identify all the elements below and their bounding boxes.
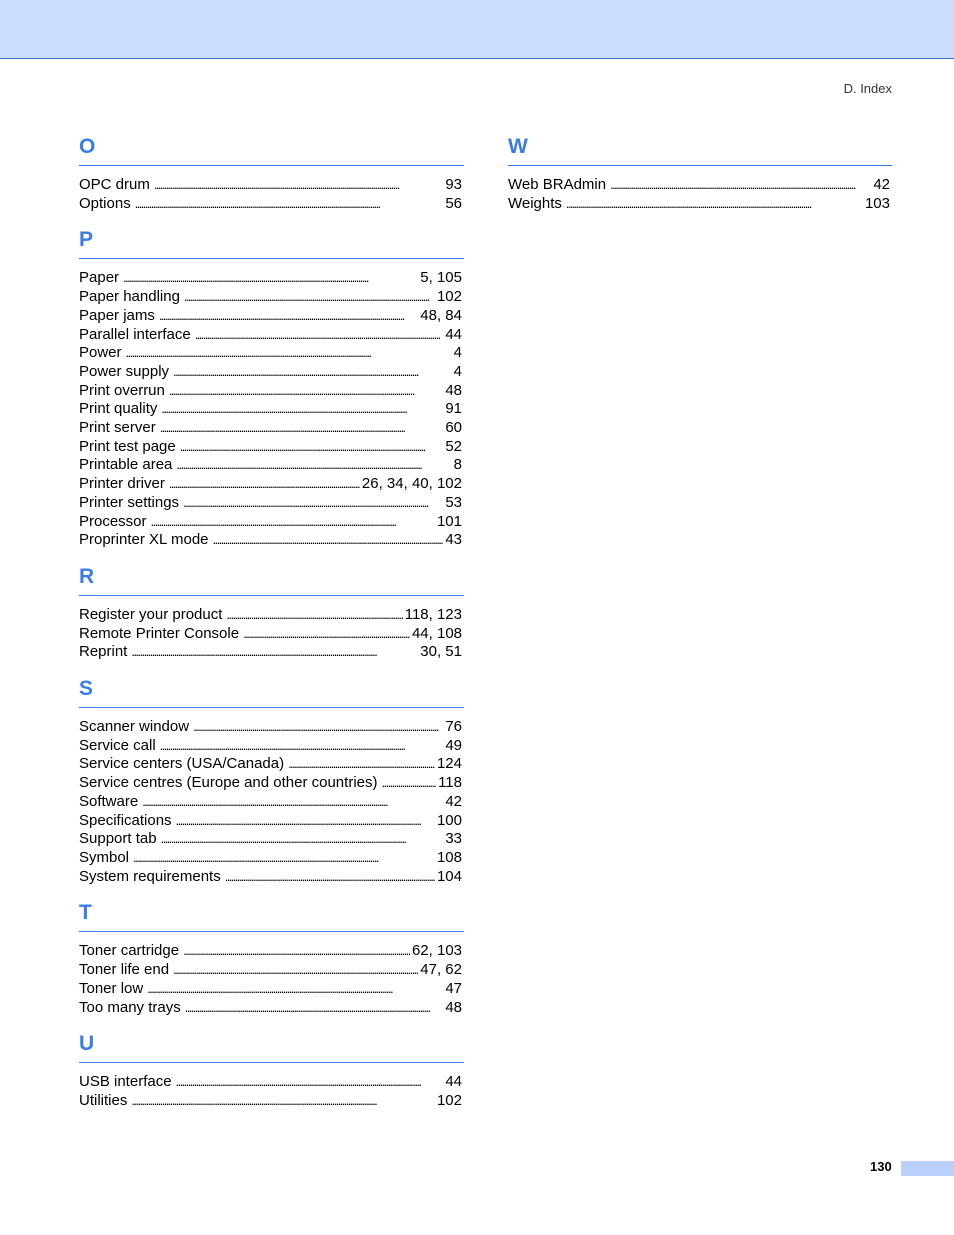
dot-leader [160,419,444,438]
index-term: Power supply [79,362,170,380]
page-reference: 42 [873,176,890,193]
index-term: Specifications [79,811,172,829]
section-letter: R [79,564,95,588]
index-term: System requirements [79,867,221,885]
page-reference: 26, 34, 40, 102 [361,475,462,493]
dot-leader [131,643,418,662]
index-term: Printer settings [79,493,180,511]
dot-leader [185,999,444,1018]
index-entry [79,868,464,887]
index-entry [79,812,464,831]
dot-leader [126,344,452,363]
index-column-left [79,134,464,1125]
index-entry [79,344,464,363]
page-reference: 104 [436,867,462,885]
dot-leader [169,382,443,401]
dot-leader [225,868,435,887]
index-entry [79,475,464,494]
index-term: Support tab [79,830,157,848]
page-reference: 108 [436,848,462,866]
section-letter: U [79,1032,95,1056]
page-reference: 4 [453,344,462,362]
dot-leader [176,1073,444,1092]
index-term: Toner low [79,979,144,997]
section-letter: O [79,135,96,158]
index-section [79,564,464,662]
page-reference: 44 [445,1073,462,1091]
page-reference: 124 [436,755,462,773]
index-entry [79,456,464,475]
index-term: Register your product [79,605,223,623]
page-reference: 43 [445,531,462,549]
page-reference: 33 [445,830,462,848]
dot-leader [610,176,871,195]
page-reference: 118, 123 [404,605,462,623]
section-rule [79,165,464,166]
index-entry [79,774,464,793]
section-rule [508,165,892,166]
section-letter: T [79,901,92,925]
index-entry [508,176,892,195]
dot-leader [184,288,435,307]
index-term: Service call [79,736,156,754]
page-reference: 44 [445,325,462,343]
index-entry [79,980,464,999]
index-term: Power [79,344,122,362]
dot-leader [173,363,452,382]
index-term: Service centers (USA/Canada) [79,755,285,773]
page-reference: 56 [445,194,462,212]
index-term: Print quality [79,400,158,418]
dot-leader [226,606,402,625]
index-entry [79,269,464,288]
page-reference: 4 [453,362,462,380]
section-rule [79,258,464,259]
section-rule [79,707,464,708]
index-entry [79,942,464,961]
index-term: Too many trays [79,998,181,1016]
dot-leader [243,625,410,644]
index-term: USB interface [79,1073,172,1091]
index-entry [79,382,464,401]
index-term: Paper jams [79,306,155,324]
dot-leader [566,195,863,214]
index-term: Remote Printer Console [79,624,240,642]
index-section [79,134,464,213]
index-term: Reprint [79,643,128,661]
page-number: 130 [870,1159,892,1174]
index-entry [79,176,464,195]
dot-leader [154,176,443,195]
index-entry [79,999,464,1018]
index-section [79,1031,464,1110]
index-term: Processor [79,512,147,530]
dot-leader [161,830,444,849]
index-term: Print server [79,419,156,437]
index-term: OPC drum [79,176,150,193]
dot-leader [183,494,443,513]
index-term: Print test page [79,437,176,455]
index-term: Toner cartridge [79,942,180,960]
index-term: Service centres (Europe and other countries) [79,774,378,792]
page-reference: 103 [864,194,890,212]
page-reference: 44, 108 [411,624,462,642]
index-entry [79,718,464,737]
dot-leader [195,326,444,345]
page-reference: 47 [445,979,462,997]
page-reference: 93 [445,176,462,193]
page-reference: 30, 51 [420,643,462,661]
page-reference: 60 [445,419,462,437]
index-term: Web BRAdmin [508,176,607,193]
index-entry [79,755,464,774]
dot-leader [131,1092,435,1111]
dot-leader [176,812,435,831]
page-reference: 8 [453,456,462,474]
index-term: Symbol [79,848,130,866]
index-entry [79,288,464,307]
page-reference: 76 [445,718,462,736]
index-term: Scanner window [79,718,190,736]
index-entry [79,961,464,980]
dot-leader [133,849,435,868]
dot-leader [176,456,451,475]
index-entry [79,1092,464,1111]
index-entry [79,1073,464,1092]
dot-leader [169,475,360,494]
index-entry [79,737,464,756]
index-term: Toner life end [79,961,170,979]
section-letter: S [79,677,94,701]
header-band [0,0,954,59]
page-reference: 52 [445,437,462,455]
dot-leader [123,269,418,288]
page-reference: 118 [438,774,462,792]
index-entry [79,400,464,419]
dot-leader [193,718,443,737]
index-section [79,227,464,550]
index-entry [79,307,464,326]
index-term: Parallel interface [79,325,191,343]
section-rule [79,1062,464,1063]
dot-leader [142,793,443,812]
page-reference: 62, 103 [411,942,462,960]
dot-leader [213,531,444,550]
section-letter: P [79,228,94,252]
index-entry [79,793,464,812]
index-entry [79,625,464,644]
page-reference: 48 [445,998,462,1016]
index-entry [79,438,464,457]
index-term: Proprinter XL mode [79,531,209,549]
dot-leader [161,400,443,419]
index-entry [79,643,464,662]
index-term: Software [79,792,139,810]
index-term: Options [79,194,131,212]
index-entry [79,830,464,849]
page-reference: 102 [436,288,462,306]
dot-leader [159,307,418,326]
index-section [79,676,464,886]
page-reference: 91 [445,400,462,418]
index-entry [79,494,464,513]
chapter-title: D. Index [843,81,892,96]
dot-leader [151,513,435,532]
index-term: Printer driver [79,475,165,493]
index-entry [79,849,464,868]
dot-leader [183,942,410,961]
index-term: Weights [508,194,562,212]
index-column-right [508,134,892,227]
page-reference: 42 [445,792,462,810]
index-entry [508,195,892,214]
footer-bar [901,1161,954,1176]
dot-leader [160,737,444,756]
index-term: Paper [79,269,120,287]
index-entry [79,531,464,550]
page-reference: 49 [445,736,462,754]
dot-leader [173,961,418,980]
index-entry [79,513,464,532]
dot-leader [147,980,443,999]
dot-leader [288,755,435,774]
page-reference: 48, 84 [420,306,462,324]
index-section [79,900,464,1017]
page-reference: 48 [445,381,462,399]
section-letter: W [508,135,528,158]
dot-leader [180,438,444,457]
section-rule [79,595,464,596]
index-term: Printable area [79,456,173,474]
index-entry [79,606,464,625]
index-term: Paper handling [79,288,180,306]
dot-leader [135,195,444,214]
index-term: Print overrun [79,381,165,399]
page-reference: 53 [445,493,462,511]
page-reference: 102 [436,1091,462,1109]
index-entry [79,363,464,382]
index-section [508,134,892,213]
page-reference: 47, 62 [420,961,462,979]
dot-leader [381,774,436,793]
index-entry [79,326,464,345]
page-reference: 5, 105 [420,269,462,287]
index-entry [79,195,464,214]
index-entry [79,419,464,438]
index-term: Utilities [79,1091,128,1109]
section-rule [79,931,464,932]
page-reference: 101 [436,512,462,530]
page-reference: 100 [436,811,462,829]
